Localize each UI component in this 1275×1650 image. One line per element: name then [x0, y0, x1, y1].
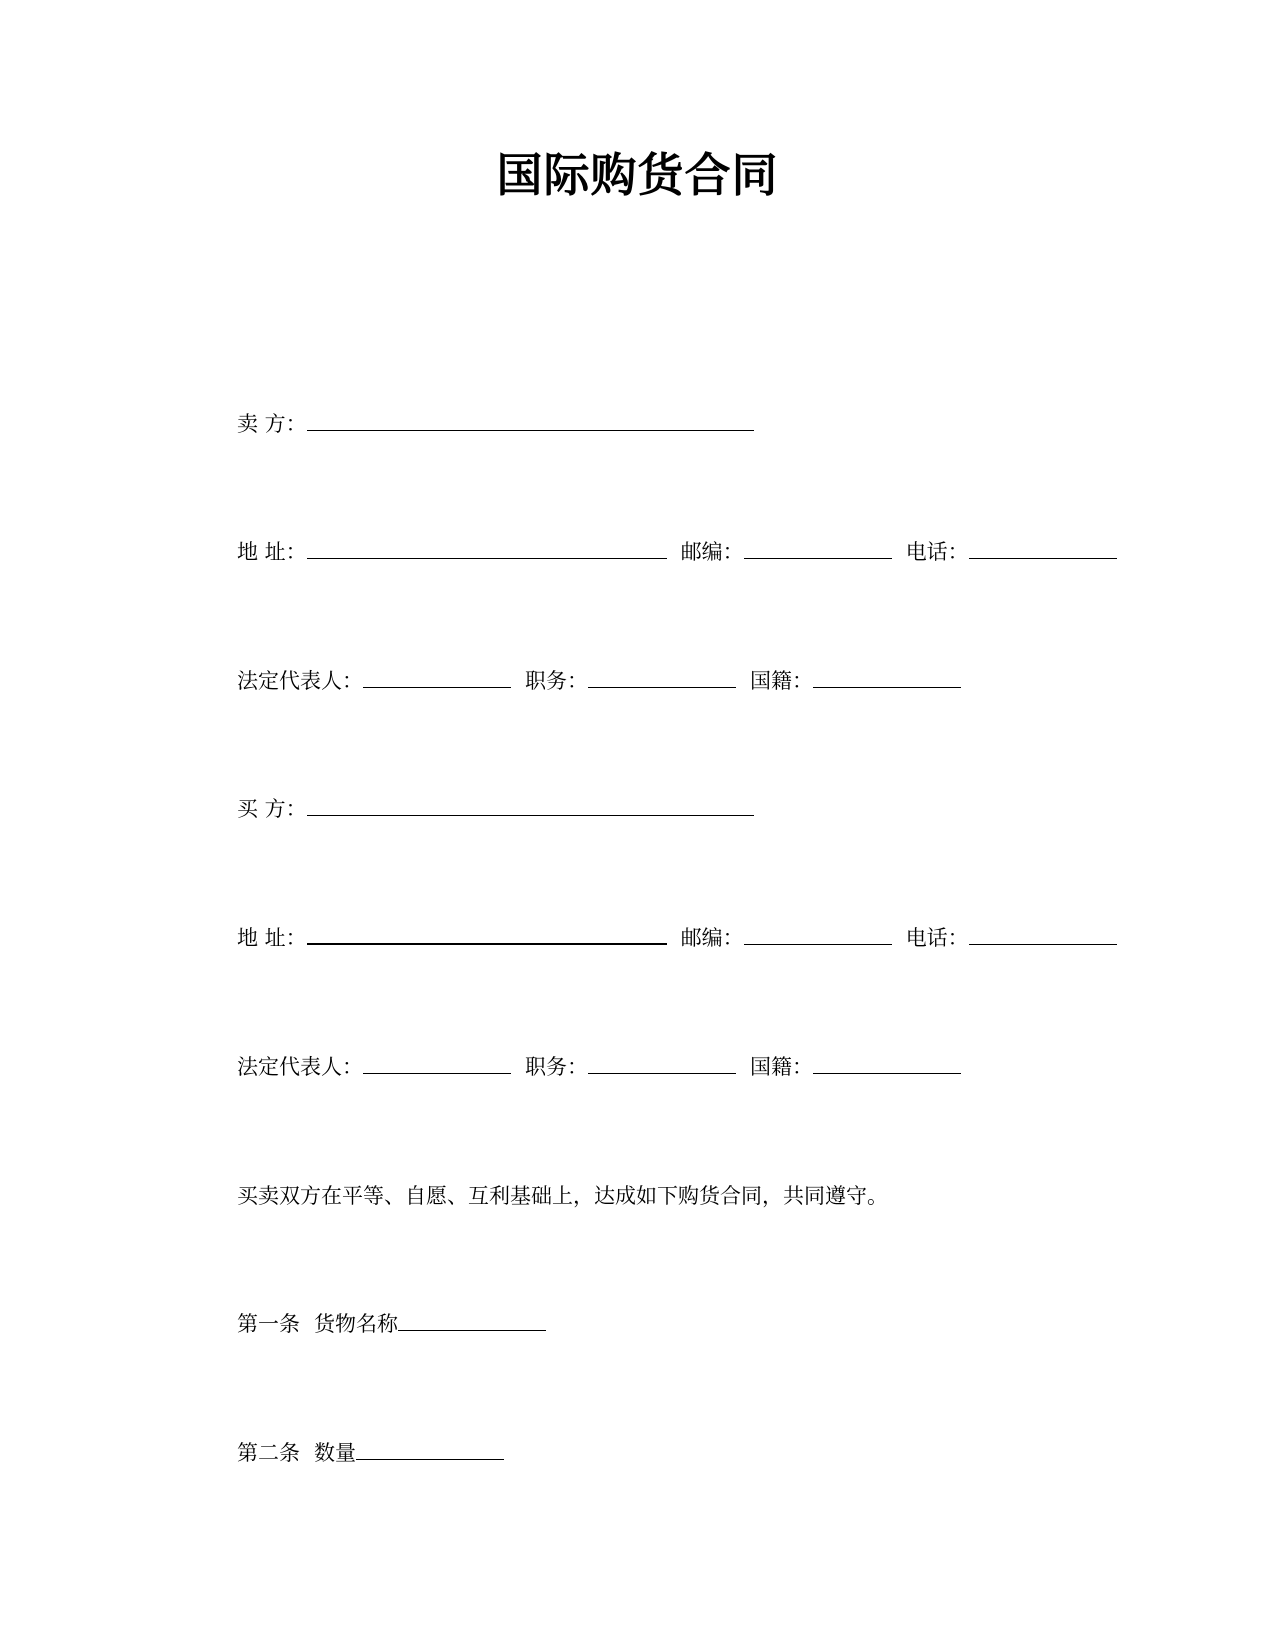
article-1-blank[interactable]	[398, 1312, 546, 1331]
seller-position-label: 职务：	[525, 669, 588, 693]
article-1-text: 货物名称	[314, 1312, 398, 1336]
buyer-phone-blank[interactable]	[969, 926, 1117, 945]
seller-address-label: 地 址：	[237, 540, 307, 564]
buyer-position-blank[interactable]	[588, 1055, 736, 1074]
buyer-rep-line	[237, 1052, 961, 1082]
article-2-number: 第二条	[237, 1441, 300, 1465]
seller-name-blank[interactable]	[307, 412, 754, 431]
seller-postcode-label: 邮编：	[680, 540, 744, 564]
buyer-rep-label: 法定代表人：	[237, 1055, 363, 1079]
buyer-name-blank[interactable]	[307, 797, 754, 816]
seller-name-line	[237, 409, 754, 439]
seller-position-blank[interactable]	[588, 669, 736, 688]
seller-name-label: 卖 方：	[237, 412, 307, 436]
buyer-phone-label: 电话：	[905, 926, 969, 950]
preamble: 买卖双方在平等、自愿、互利基础上，达成如下购货合同，共同遵守。	[237, 1184, 888, 1208]
article-1-number: 第一条	[237, 1312, 300, 1336]
buyer-address-line	[237, 923, 1117, 953]
seller-rep-blank[interactable]	[363, 669, 511, 688]
buyer-address-label: 地 址：	[237, 926, 307, 950]
buyer-nationality-label: 国籍：	[750, 1055, 813, 1079]
seller-nationality-label: 国籍：	[750, 669, 813, 693]
buyer-name-line	[237, 794, 754, 824]
article-2	[237, 1438, 504, 1468]
buyer-nationality-blank[interactable]	[813, 1055, 961, 1074]
seller-address-blank[interactable]	[307, 540, 667, 559]
buyer-address-blank[interactable]	[307, 925, 667, 945]
seller-nationality-blank[interactable]	[813, 669, 961, 688]
seller-postcode-blank[interactable]	[744, 540, 892, 559]
article-2-text: 数量	[314, 1441, 356, 1465]
seller-rep-line	[237, 666, 961, 696]
article-1	[237, 1309, 546, 1339]
seller-phone-blank[interactable]	[969, 540, 1117, 559]
buyer-position-label: 职务：	[525, 1055, 588, 1079]
document-title: 国际购货合同	[496, 148, 779, 202]
buyer-name-label: 买 方：	[237, 797, 307, 821]
article-2-blank[interactable]	[356, 1441, 504, 1460]
buyer-postcode-label: 邮编：	[680, 926, 744, 950]
seller-address-line	[237, 537, 1117, 567]
seller-phone-label: 电话：	[905, 540, 969, 564]
buyer-postcode-blank[interactable]	[744, 926, 892, 945]
seller-rep-label: 法定代表人：	[237, 669, 363, 693]
buyer-rep-blank[interactable]	[363, 1055, 511, 1074]
